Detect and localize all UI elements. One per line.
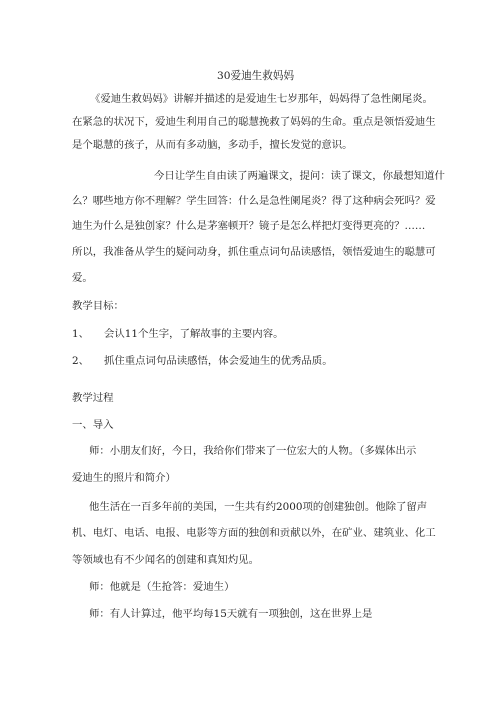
section-heading-1: 一、导入 [72,419,114,431]
goal-number-2: 2、 [72,355,90,367]
para2-line-4: 所以，我准备从学生的疑问动身，抓住重点词句品读感悟，领悟爱迪生的聪慧可 [72,246,436,258]
goals-heading: 教学目标： [72,300,124,312]
teacher-line-1: 师：小朋友们好，今日，我给你们带来了一位宏大的人物。（多媒体出示 [89,445,417,457]
page-title: 30爱迪生救妈妈 [217,70,295,82]
para2-line-3: 迪生为什么是独创家？什么是茅塞顿开？镜子是怎么样把灯变得更亮的？…… [72,220,426,232]
intro-line-1: 《爱迪生救妈妈》讲解并描述的是爱迪生七岁那年，妈妈得了急性阑尾炎。 [90,93,433,105]
bio-line-1: 他生活在一百多年前的美国，一生共有约2000项的创建独创。他除了留声 [89,501,428,513]
teacher-line-2: 爱迪生的照片和简介） [72,472,176,484]
intro-line-3: 是个聪慧的孩子，从而有多动脑，多动手，擅长发觉的意识。 [72,139,353,151]
para2-line-2: 么？哪些地方你不理解？学生回答：什么是急性阑尾炎？得了这种病会死吗？爱 [72,195,436,207]
para2-line-1: 今日让学生自由读了两遍课文，提问：读了课文，你最想知道什 [154,170,445,182]
goal-text-2: 抓住重点词句品读感悟，体会爱迪生的优秀品质。 [104,355,333,367]
bio-line-3: 等领域也有不少闻名的创建和真知灼见。 [72,554,260,566]
teacher-line-3: 师：他就是（生抢答：爱迪生） [89,581,235,593]
bio-line-2: 机、电灯、电话、电报、电影等方面的独创和贡献以外，在矿业、建筑业、化工 [72,527,436,539]
goal-text-1: 会认11个生字，了解故事的主要内容。 [104,328,284,340]
intro-line-2: 在紧急的状况下，爱迪生利用自己的聪慧挽救了妈妈的生命。重点是领悟爱迪生 [72,116,436,128]
process-heading: 教学过程 [72,392,114,404]
goal-number-1: 1、 [72,328,90,340]
para2-line-5: 爱。 [72,272,93,284]
teacher-line-4: 师：有人计算过，他平均每15天就有一项独创，这在世界上是 [89,608,373,620]
